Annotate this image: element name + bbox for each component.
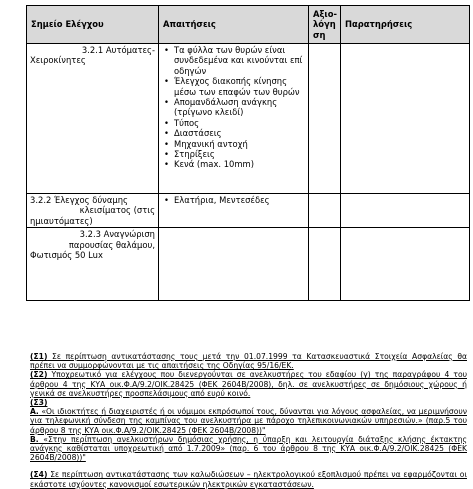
note-sublabel: Β. bbox=[30, 434, 39, 444]
control-point-cell bbox=[27, 194, 159, 228]
requirement-item: • Τα φύλλα των θυρών είναι συνδεδεμένα και κινούνται επί οδηγών bbox=[162, 45, 305, 76]
requirements-cell bbox=[159, 44, 309, 194]
control-point-line: Φωτισμός 50 Lux bbox=[30, 250, 103, 261]
requirement-item: • Μηχανική αντοχή bbox=[162, 139, 305, 149]
note-s3-a bbox=[30, 407, 467, 435]
header-evaluation-line: λόγη bbox=[313, 19, 336, 30]
evaluation-cell[interactable] bbox=[309, 194, 341, 228]
inspection-checklist-table bbox=[26, 5, 470, 301]
notes-section bbox=[30, 352, 467, 489]
note-s3-b bbox=[30, 435, 467, 463]
note-text: Σε περίπτωση αντικατάστασης τους μετά την 01.07.1999 τα Κατασκευαστικά Στοιχεία Ασφαλείας θα πρέπει να συμμορφώνονται με τις απαιτήσεις της Οδηγίας 95/16/ΕΚ. bbox=[30, 352, 467, 371]
note-s2 bbox=[30, 370, 467, 398]
table-header-row bbox=[27, 6, 470, 44]
note-text: Σε περίπτωση αντικατάστασης των καλωδιώσεων – ηλεκτρολογικού εξοπλισμού πρέπει να εφαρμόζονται οι εκάστοτε ισχύοντες κανονισμοί εσωτερικών ηλεκτρικών εγκαταστάσεων. bbox=[30, 470, 467, 489]
note-s4 bbox=[30, 470, 467, 488]
requirements-cell bbox=[159, 194, 309, 228]
requirement-item: • Κενά (max. 10mm) bbox=[162, 159, 305, 169]
requirements-cell bbox=[159, 228, 309, 301]
header-remarks: Παρατηρήσεις bbox=[341, 6, 470, 44]
note-text: «Οι ιδιοκτήτες ή διαχειριστές ή οι νόμιμοι εκπρόσωποί τους, δύνανται για λόγους ασφαλείας, να μεριμνήσουν για τηλεφωνική σύνδεση της καμπίνας του ανελκυστήρα με πάροχο τηλεπικοινωνιακών υπηρεσιών.» (παρ.5 του άρθρου 8 της ΚΥΑ οικ.Φ.Α/9.2/ΟΙΚ.28425 (ΦΕΚ 2604Β/2008))" bbox=[30, 407, 467, 435]
note-spacer bbox=[30, 462, 467, 470]
note-text: Υποχρεωτικό για ελέγχους που διενεργούνται σε ανελκυστήρες του εδαφίου (γ) της παραγράφου 4 του άρθρου 4 της ΚΥΑ οικ.Φ.Α/9.2/ΟΙΚ.28425 (ΦΕΚ 2604Β/2008), δηλ. σε ανελκυστήρες σε δημόσιους χώρους ή γενικά σε ανελκυστήρες προσπελάσιμους από ευρύ κοινό. bbox=[30, 370, 467, 398]
table-row bbox=[27, 228, 470, 301]
note-label: (Σ4) bbox=[30, 470, 48, 480]
remarks-cell[interactable] bbox=[341, 44, 470, 194]
requirement-item: • Στηρίξεις bbox=[162, 149, 305, 159]
note-label: (Σ2) bbox=[30, 370, 48, 380]
note-sublabel: Α. bbox=[30, 407, 39, 417]
header-control-point: Σημείο Ελέγχου bbox=[27, 6, 159, 44]
requirements-list bbox=[162, 45, 305, 170]
note-text: «Στην περίπτωση ανελκυστήρων δημόσιας χρήσης, η ύπαρξη και λειτουργία διάταξης κλήσης έκτακτης ανάγκης καθίσταται υποχρεωτική από 1.7.2009» (παρ. 6 του άρθρου 8 της ΚΥΑ οικ.Φ.Α/9.2/ΟΙΚ.28425 (ΦΕΚ 2604Β/2008))" bbox=[30, 434, 467, 463]
header-requirements: Απαιτήσεις bbox=[159, 6, 309, 44]
evaluation-cell[interactable] bbox=[309, 228, 341, 301]
requirement-item: • Απομανδάλωση ανάγκης (τρίγωνο κλειδί) bbox=[162, 97, 305, 118]
control-point-line: 3.2.1 Αυτόματες- bbox=[81, 45, 155, 55]
header-evaluation-line: ση bbox=[313, 29, 326, 40]
remarks-cell[interactable] bbox=[341, 228, 470, 301]
remarks-cell[interactable] bbox=[341, 194, 470, 228]
header-evaluation bbox=[309, 6, 341, 44]
control-point-line: κλεισίματος (στις bbox=[79, 205, 155, 216]
control-point-cell bbox=[27, 44, 159, 194]
note-label: (Σ1) bbox=[30, 352, 48, 361]
control-point-line: Χειροκίνητες bbox=[30, 55, 86, 66]
table-row bbox=[27, 44, 470, 194]
requirements-list bbox=[162, 195, 305, 205]
requirement-item: • Τύπος bbox=[162, 118, 305, 128]
control-point-line: παρουσίας θαλάμου, bbox=[68, 239, 155, 250]
control-point-line: 3.2.3 Αναγνώριση bbox=[79, 229, 155, 240]
control-point-line: 3.2.2 Έλεγχος δύναμης bbox=[30, 195, 128, 205]
requirement-item: • Διαστάσεις bbox=[162, 128, 305, 138]
control-point-line: ημιαυτόματες) bbox=[30, 215, 93, 226]
evaluation-cell[interactable] bbox=[309, 44, 341, 194]
table-row bbox=[27, 194, 470, 228]
requirement-item: • Έλεγχος διακοπής κίνησης μέσω των επαφών των θυρών bbox=[162, 76, 305, 97]
requirement-item: • Ελατήρια, Μεντεσέδες bbox=[162, 195, 305, 205]
header-evaluation-line: Αξιο- bbox=[313, 8, 337, 19]
control-point-cell bbox=[27, 228, 159, 301]
note-s3-label: (Σ3) bbox=[30, 398, 48, 408]
note-s1 bbox=[30, 352, 467, 370]
